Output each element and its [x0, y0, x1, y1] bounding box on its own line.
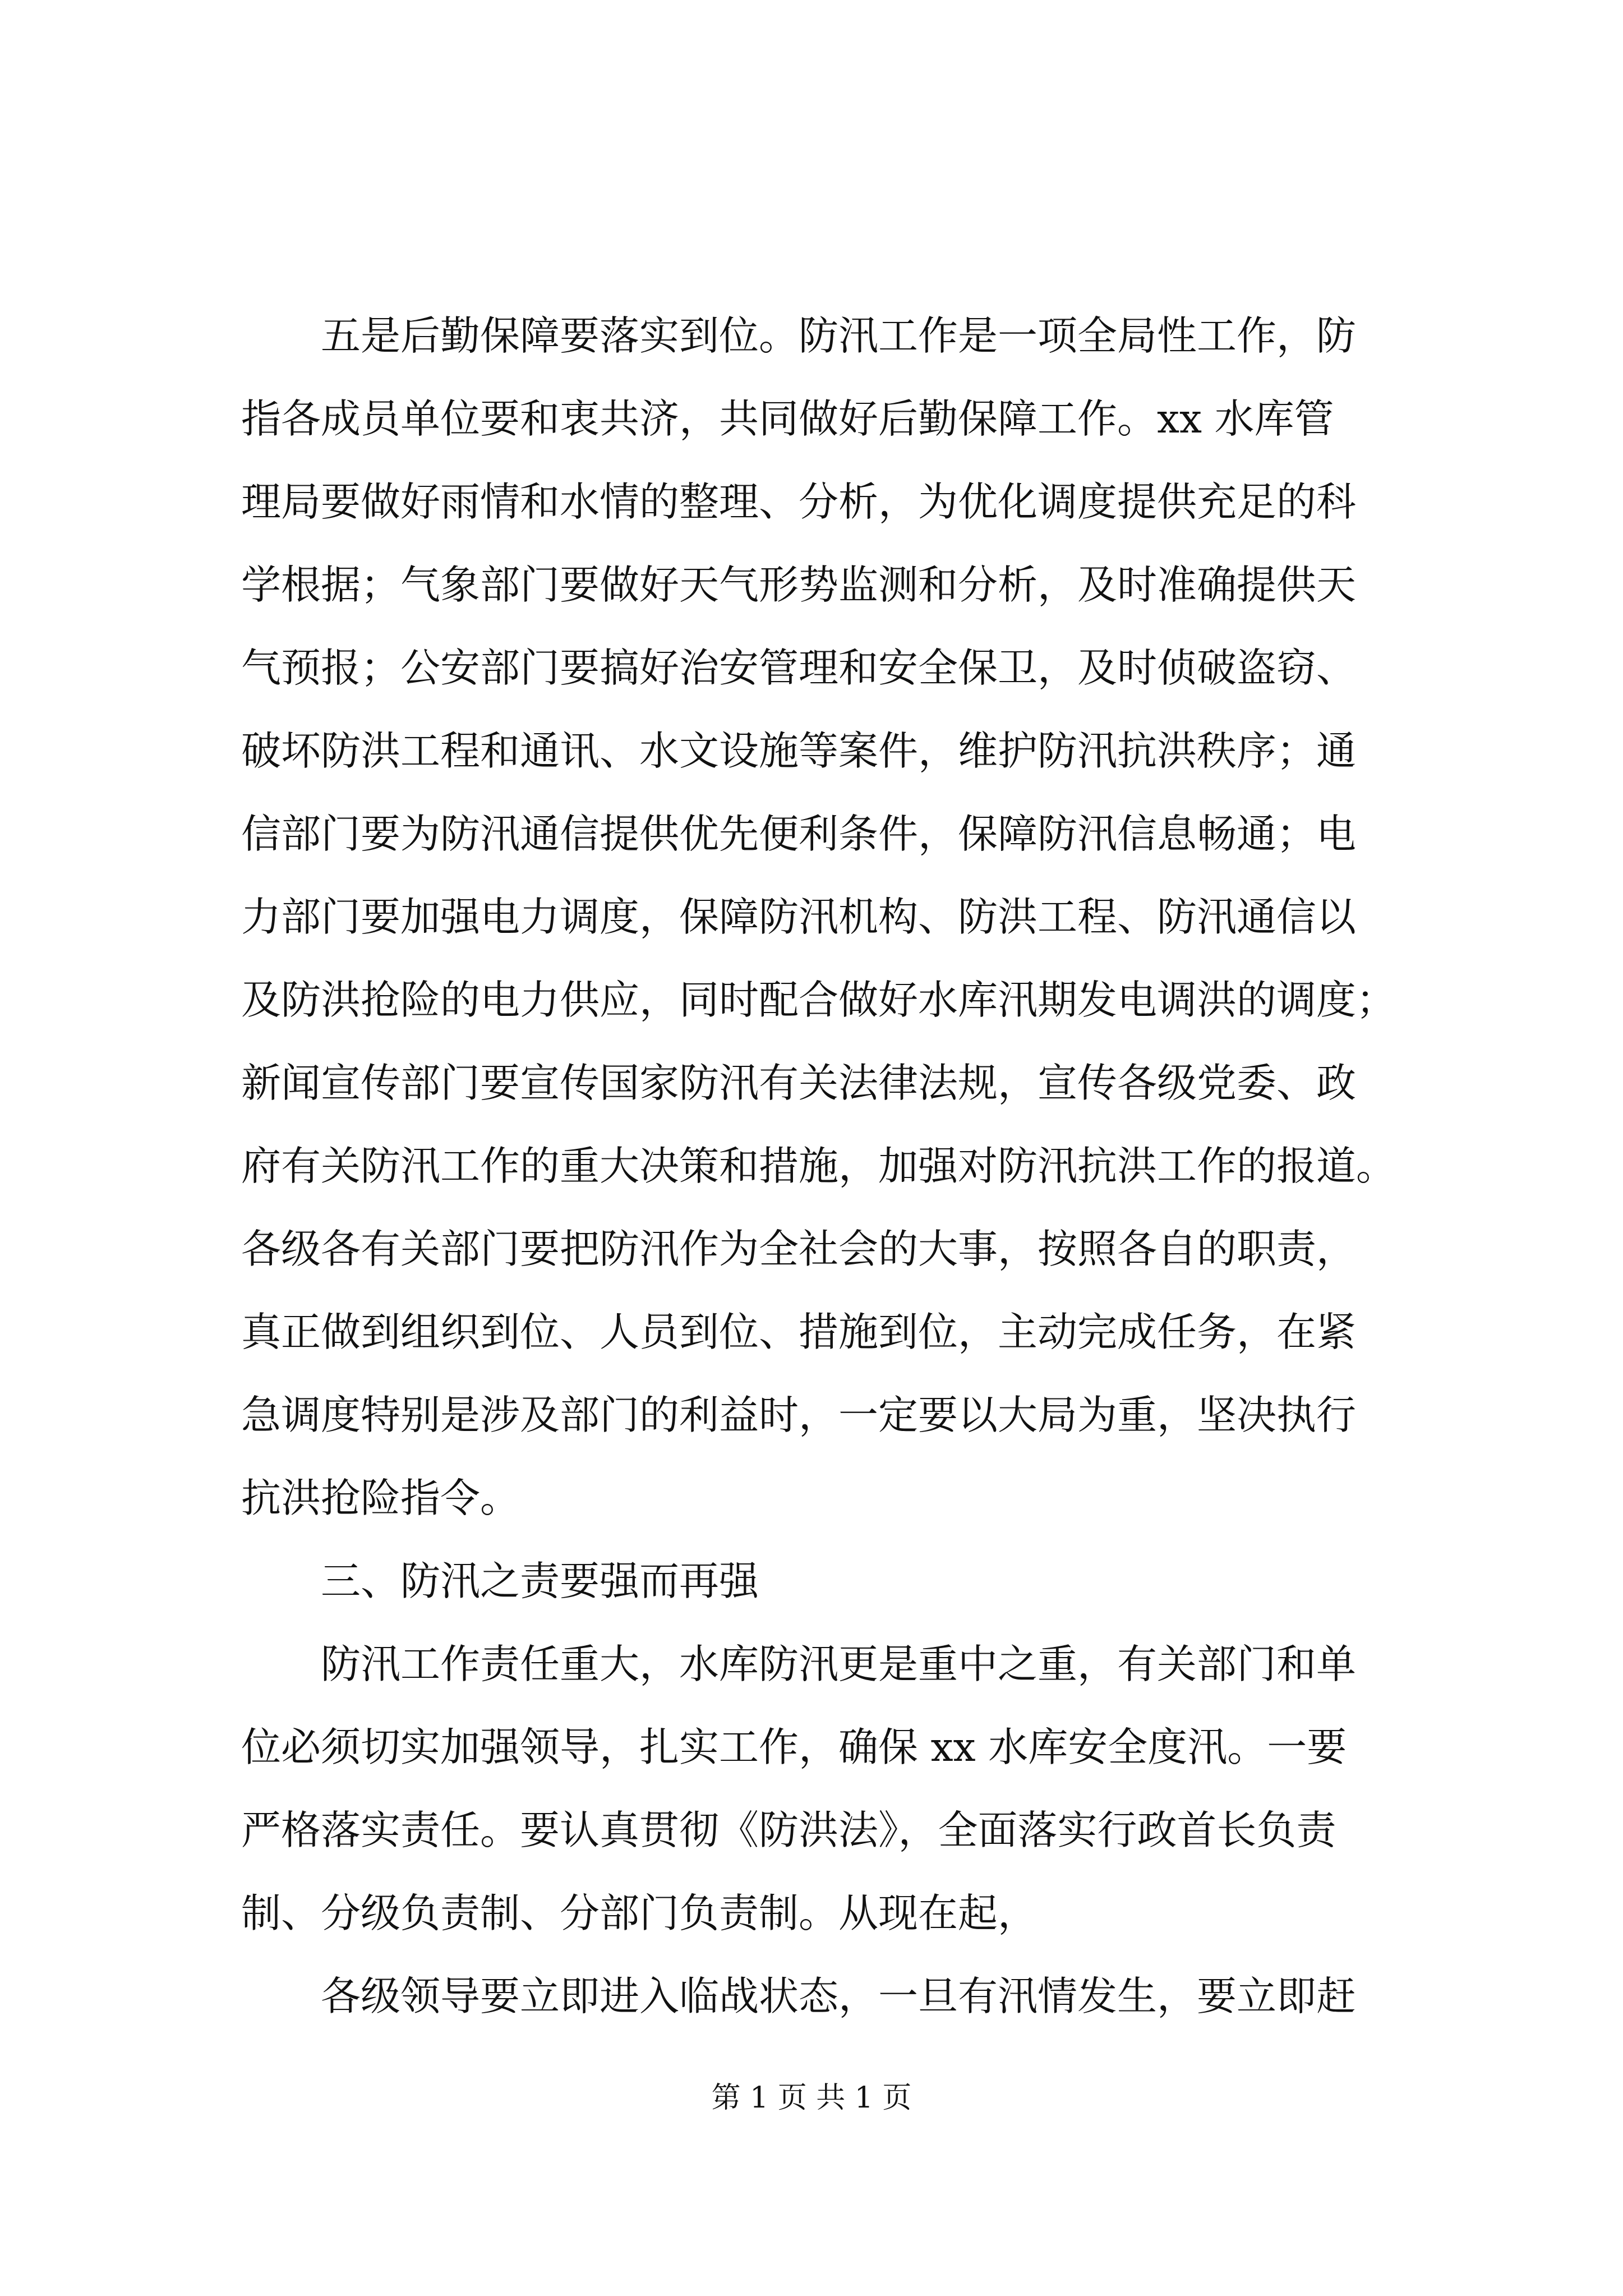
- paragraph-line: 学根据；气象部门要做好天气形势监测和分析，及时准确提供天: [241, 562, 1357, 608]
- paragraph-line: 抗洪抢险指令。: [241, 1475, 520, 1521]
- paragraph-line: 五是后勤保障要落实到位。防汛工作是一项全局性工作，防: [321, 312, 1357, 359]
- body-text: [241, 295, 1422, 2038]
- paragraph-line: 各级各有关部门要把防汛作为全社会的大事，按照各自的职责，: [241, 1226, 1357, 1272]
- paragraph-line: 严格落实责任。要认真贯彻《防洪法》，全面落实行政首长负责: [241, 1807, 1336, 1853]
- paragraph-line: 破坏防洪工程和通讯、水文设施等案件，维护防汛抗洪秩序；通: [241, 728, 1357, 774]
- paragraph-line: 气预报；公安部门要搞好治安管理和安全保卫，及时侦破盗窃、: [241, 645, 1357, 691]
- paragraph-line: 及防洪抢险的电力供应，同时配合做好水库汛期发电调洪的调度；: [241, 977, 1396, 1023]
- paragraph-line: 理局要做好雨情和水情的整理、分析，为优化调度提供充足的科: [241, 478, 1357, 525]
- paragraph-line: 位必须切实加强领导，扎实工作，确保 xx 水库安全度汛。一要: [241, 1724, 1347, 1770]
- paragraph-line: 真正做到组织到位、人员到位、措施到位，主动完成任务，在紧: [241, 1309, 1357, 1355]
- paragraph-line: 防汛工作责任重大，水库防汛更是重中之重，有关部门和单: [321, 1641, 1357, 1687]
- paragraph-line: 指各成员单位要和衷共济，共同做好后勤保障工作。xx 水库管: [241, 395, 1334, 442]
- section-heading: 三、防汛之责要强而再强: [321, 1558, 759, 1604]
- paragraph-line: 急调度特别是涉及部门的利益时，一定要以大局为重，坚决执行: [241, 1392, 1357, 1438]
- paragraph-line: 各级领导要立即进入临战状态，一旦有汛情发生，要立即赶: [321, 1973, 1357, 2019]
- page-footer: 第 1 页 共 1 页: [711, 2081, 912, 2115]
- paragraph-line: 新闻宣传部门要宣传国家防汛有关法律法规，宣传各级党委、政: [241, 1060, 1357, 1106]
- paragraph-line: 信部门要为防汛通信提供优先便利条件，保障防汛信息畅通；电: [241, 811, 1357, 857]
- paragraph-line: 力部门要加强电力调度，保障防汛机构、防洪工程、防汛通信以: [241, 894, 1357, 940]
- paragraph-line: 制、分级负责制、分部门负责制。从现在起，: [241, 1890, 1038, 1936]
- paragraph-line: 府有关防汛工作的重大决策和措施，加强对防汛抗洪工作的报道。: [241, 1143, 1396, 1189]
